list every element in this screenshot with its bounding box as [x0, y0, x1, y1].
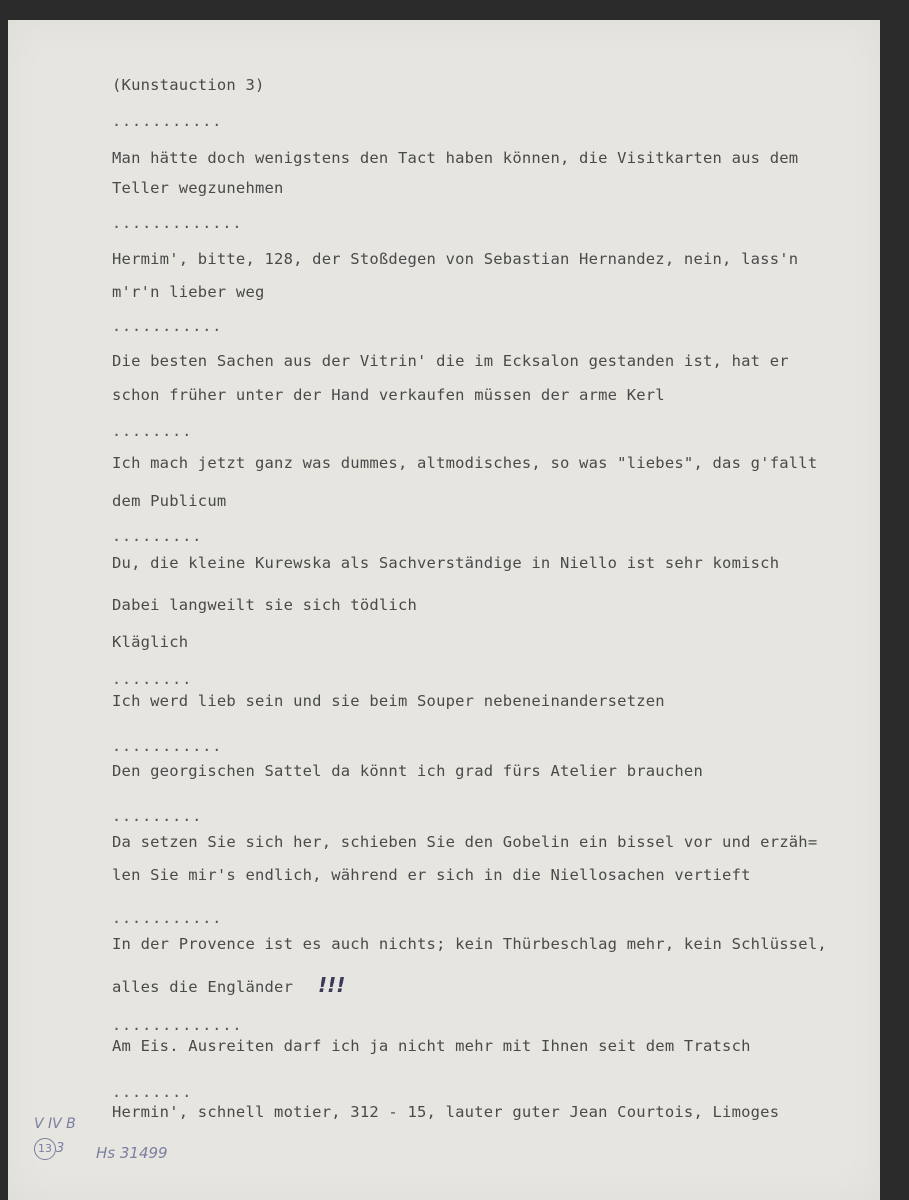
separator: ......... — [112, 527, 203, 545]
separator: ............. — [112, 1016, 243, 1034]
typewritten-page — [8, 20, 880, 1200]
handwritten-margin-mark: !!! — [318, 973, 346, 997]
text-line: Ich werd lieb sein und sie beim Souper nebeneinandersetzen — [112, 692, 665, 710]
separator: ........... — [112, 909, 223, 927]
separator: ............. — [112, 214, 243, 232]
separator: ........... — [112, 112, 223, 130]
separator: ........... — [112, 317, 223, 335]
text-line: Kläglich — [112, 633, 189, 651]
text-line: Hermim', bitte, 128, der Stoßdegen von Sebastian Hernandez, nein, lass'n — [112, 250, 799, 268]
text-line: Die besten Sachen aus der Vitrin' die im Ecksalon gestanden ist, hat er — [112, 352, 789, 370]
text-line: Am Eis. Ausreiten darf ich ja nicht mehr mit Ihnen seit dem Tratsch — [112, 1037, 751, 1055]
separator: ........ — [112, 670, 193, 688]
archive-number: Hs 31499 — [96, 1144, 168, 1162]
text-line: alles die Engländer — [112, 978, 294, 996]
text-line: In der Provence ist es auch nichts; kein Thürbeschlag mehr, kein Schlüssel, — [112, 935, 827, 953]
text-line: Man hätte doch wenigstens den Tact haben können, die Visitkarten aus dem — [112, 149, 799, 167]
page-heading: (Kunstauction 3) — [112, 76, 265, 94]
text-line: m'r'n lieber weg — [112, 283, 265, 301]
archive-signature: V IV B — [34, 1116, 76, 1132]
text-line: Ich mach jetzt ganz was dummes, altmodisches, so was "liebes", das g'fallt — [112, 454, 818, 472]
text-line: Dabei langweilt sie sich tödlich — [112, 596, 418, 614]
text-line: len Sie mir's endlich, während er sich in die Niellosachen vertieft — [112, 866, 751, 884]
separator: ........ — [112, 1083, 193, 1101]
text-line: Teller wegzunehmen — [112, 179, 284, 197]
separator: ........... — [112, 737, 223, 755]
archive-circle-number: 13 — [34, 1138, 56, 1160]
text-line: Du, die kleine Kurewska als Sachverständige in Niello ist sehr komisch — [112, 554, 780, 572]
separator: ......... — [112, 807, 203, 825]
text-line: schon früher unter der Hand verkaufen müssen der arme Kerl — [112, 386, 665, 404]
separator: ........ — [112, 422, 193, 440]
archive-sub-number: 3 — [56, 1141, 65, 1156]
text-line: Den georgischen Sattel da könnt ich grad fürs Atelier brauchen — [112, 762, 703, 780]
text-line: Hermin', schnell motier, 312 - 15, lauter guter Jean Courtois, Limoges — [112, 1103, 780, 1121]
text-line: Da setzen Sie sich her, schieben Sie den Gobelin ein bissel vor und erzäh= — [112, 833, 818, 851]
text-line: dem Publicum — [112, 492, 227, 510]
archive-signature-circled — [34, 1138, 64, 1160]
